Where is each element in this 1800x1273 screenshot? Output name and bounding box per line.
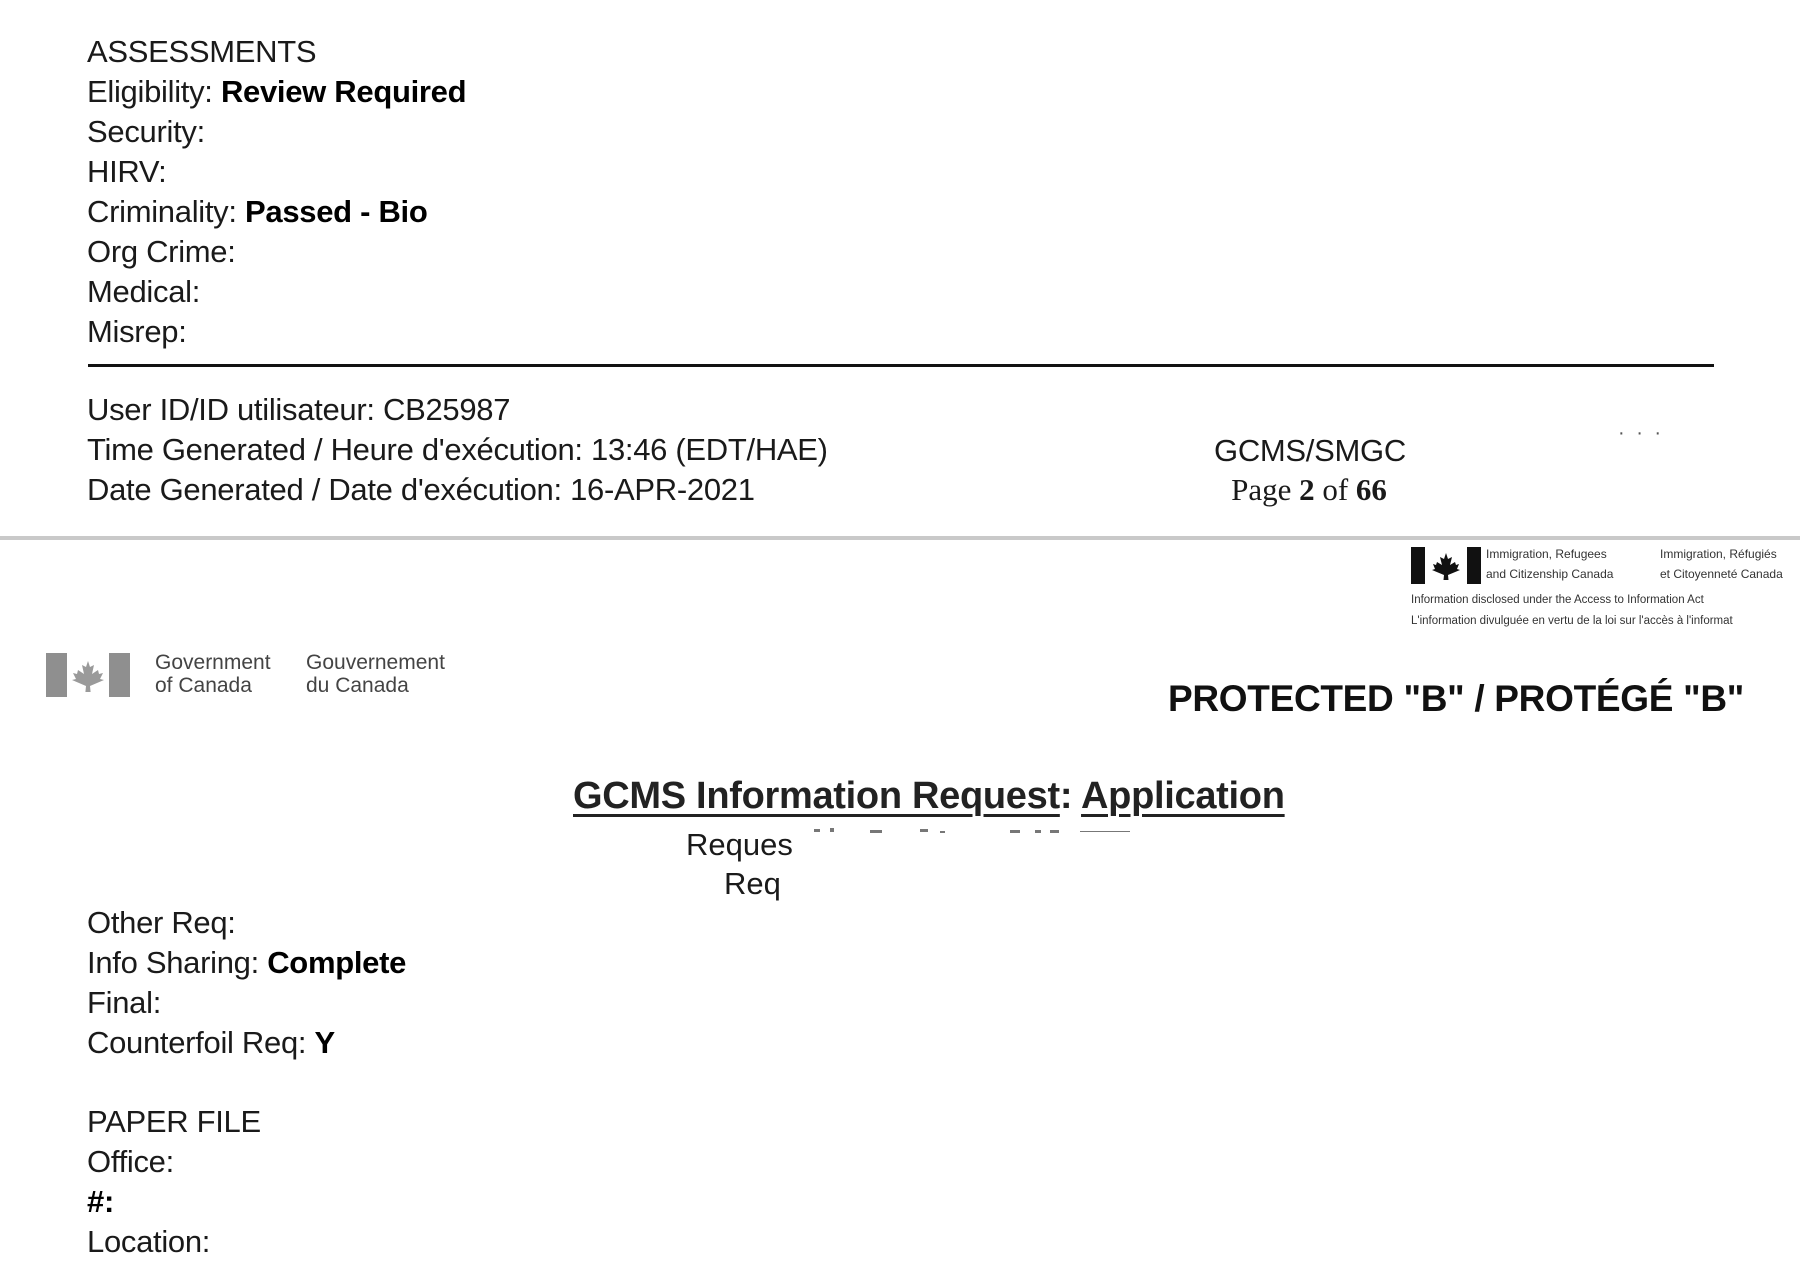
date-generated: Date Generated / Date d'exécution: 16-APR-2021 bbox=[87, 472, 755, 507]
row-other-req bbox=[87, 903, 406, 943]
field-label: HIRV: bbox=[87, 154, 167, 189]
ircc-name-en-line: Immigration, Refugees bbox=[1486, 547, 1607, 561]
page-prefix: Page bbox=[1231, 472, 1300, 507]
row-counterfoil-req bbox=[87, 1023, 406, 1063]
page-footer-meta bbox=[87, 390, 828, 510]
ircc-name-fr-line: et Citoyenneté Canada bbox=[1660, 567, 1783, 581]
goc-name-en bbox=[155, 651, 271, 697]
row-info-sharing bbox=[87, 943, 406, 983]
redaction-smudge bbox=[810, 826, 1150, 840]
time-generated: Time Generated / Heure d'exécution: 13:46 (EDT/HAE) bbox=[87, 432, 828, 467]
assessment-row-hirv bbox=[87, 152, 466, 192]
goc-name-fr bbox=[306, 651, 445, 697]
paper-file-heading: PAPER FILE bbox=[87, 1104, 261, 1139]
row-final bbox=[87, 983, 406, 1023]
row-file-number bbox=[87, 1182, 261, 1222]
assessment-row-eligibility bbox=[87, 72, 466, 112]
field-value: Y bbox=[314, 1025, 335, 1060]
system-label: GCMS/SMGC bbox=[1214, 433, 1406, 468]
field-label: #: bbox=[87, 1184, 114, 1219]
field-label: Security: bbox=[87, 114, 205, 149]
goc-name-en-line: Government bbox=[155, 651, 271, 674]
canada-flag-icon bbox=[1411, 547, 1481, 584]
title-colon: : bbox=[1059, 775, 1082, 817]
assessment-row-org-crime bbox=[87, 232, 466, 272]
title-type: Application bbox=[1081, 775, 1285, 817]
field-label: Medical: bbox=[87, 274, 201, 309]
field-label: Location: bbox=[87, 1224, 211, 1259]
title-main: GCMS Information Request bbox=[573, 775, 1060, 817]
assessment-row-criminality bbox=[87, 192, 466, 232]
ircc-name-en-line: and Citizenship Canada bbox=[1486, 567, 1614, 581]
field-value: Complete bbox=[267, 945, 407, 980]
other-section bbox=[87, 903, 406, 1063]
ircc-name-fr bbox=[1660, 544, 1800, 584]
assessments-section bbox=[87, 32, 466, 352]
page-number bbox=[1214, 470, 1404, 510]
field-label: Counterfoil Req: bbox=[87, 1025, 307, 1060]
goc-name-fr-line: du Canada bbox=[306, 674, 409, 697]
stray-marks: · · · bbox=[1618, 422, 1665, 444]
disclosure-fr: L'information divulguée en vertu de la loi sur l'accès à l'informat bbox=[1411, 615, 1733, 627]
field-label: Office: bbox=[87, 1144, 174, 1179]
field-label: Eligibility: bbox=[87, 74, 213, 109]
field-label: Info Sharing: bbox=[87, 945, 259, 980]
request-subtitle-2: Req bbox=[724, 866, 781, 901]
request-subtitle-1: Reques bbox=[686, 827, 793, 862]
document-title bbox=[573, 775, 1285, 818]
ircc-disclosure-stamp bbox=[1411, 544, 1800, 634]
paper-file-section bbox=[87, 1102, 261, 1262]
field-label: Final: bbox=[87, 985, 162, 1020]
field-label: Misrep: bbox=[87, 314, 187, 349]
goc-signature bbox=[46, 651, 466, 701]
goc-name-en-line: of Canada bbox=[155, 674, 252, 697]
canada-flag-icon bbox=[46, 653, 130, 697]
field-value: Review Required bbox=[220, 74, 467, 109]
footer-divider bbox=[88, 364, 1714, 367]
goc-name-fr-line: Gouvernement bbox=[306, 651, 445, 674]
row-office bbox=[87, 1142, 261, 1182]
field-value: Passed - Bio bbox=[245, 194, 428, 229]
ircc-name-fr-line: Immigration, Réfugiés bbox=[1660, 547, 1777, 561]
assessment-row-medical bbox=[87, 272, 466, 312]
page-of: of bbox=[1314, 472, 1356, 507]
field-label: Org Crime: bbox=[87, 234, 236, 269]
page-current: 2 bbox=[1299, 472, 1315, 507]
user-id: User ID/ID utilisateur: CB25987 bbox=[87, 392, 511, 427]
field-label: Criminality: bbox=[87, 194, 237, 229]
ircc-name-en bbox=[1486, 544, 1656, 584]
field-label: Other Req: bbox=[87, 905, 236, 940]
assessment-row-security bbox=[87, 112, 466, 152]
page-total: 66 bbox=[1355, 472, 1387, 507]
protected-classification: PROTECTED "B" / PROTÉGÉ "B" bbox=[1168, 678, 1745, 719]
assessment-row-misrep bbox=[87, 312, 466, 352]
page-separator bbox=[0, 536, 1800, 540]
row-location bbox=[87, 1222, 261, 1262]
assessments-heading: ASSESSMENTS bbox=[87, 34, 317, 69]
disclosure-en: Information disclosed under the Access to Information Act bbox=[1411, 594, 1704, 606]
